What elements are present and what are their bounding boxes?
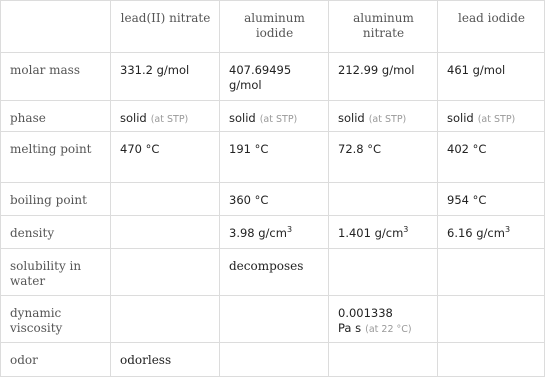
header-aluminum-iodide: aluminum iodide	[220, 1, 329, 53]
cell-value: 402 °C	[438, 132, 545, 183]
cell-value	[438, 296, 545, 343]
cell-value: 407.69495 g/mol	[220, 53, 329, 101]
condition-note: (at STP)	[368, 114, 407, 125]
phase-value: solid	[120, 111, 147, 125]
cell-value: 331.2 g/mol	[111, 53, 220, 101]
row-molar-mass	[1, 53, 545, 101]
cell-value	[111, 216, 220, 249]
cell-value: 461 g/mol	[438, 53, 545, 101]
row-label: dynamic viscosity	[1, 296, 111, 343]
density-value: 6.16 g/cm	[447, 226, 505, 240]
row-label: phase	[1, 101, 111, 132]
cell-value	[329, 343, 438, 377]
cell-value: 954 °C	[438, 183, 545, 216]
row-label: melting point	[1, 132, 111, 183]
condition-note: (at STP)	[477, 114, 516, 125]
cell-value	[220, 101, 329, 132]
cell-value	[111, 101, 220, 132]
row-solubility	[1, 249, 545, 296]
row-melting-point	[1, 132, 545, 183]
row-viscosity	[1, 296, 545, 343]
cell-value	[329, 101, 438, 132]
cell-value: 212.99 g/mol	[329, 53, 438, 101]
cell-value	[329, 183, 438, 216]
row-label: molar mass	[1, 53, 111, 101]
header-aluminum-nitrate: aluminum nitrate	[329, 1, 438, 53]
row-phase	[1, 101, 545, 132]
cell-value: 191 °C	[220, 132, 329, 183]
cell-value	[329, 296, 438, 343]
condition-note: (at STP)	[259, 114, 298, 125]
cell-value	[111, 183, 220, 216]
row-label: solubility in water	[1, 249, 111, 296]
cell-value	[220, 216, 329, 249]
cell-value	[438, 216, 545, 249]
condition-note: (at 22 °C)	[365, 324, 412, 335]
unit-exponent: 3	[504, 225, 511, 235]
cell-value	[111, 296, 220, 343]
cell-value	[329, 216, 438, 249]
row-label: boiling point	[1, 183, 111, 216]
density-value: 1.401 g/cm	[338, 226, 404, 240]
row-density	[1, 216, 545, 249]
unit-exponent: 3	[286, 225, 293, 235]
unit-exponent: 3	[403, 225, 409, 235]
cell-value	[438, 343, 545, 377]
cell-value: 470 °C	[111, 132, 220, 183]
viscosity-value: 0.001338	[338, 306, 393, 320]
density-value: 3.98 g/cm	[229, 226, 287, 240]
viscosity-unit: Pa s	[338, 321, 362, 335]
phase-value: solid	[447, 111, 474, 125]
cell-value	[438, 101, 545, 132]
phase-value: solid	[338, 111, 365, 125]
row-label: density	[1, 216, 111, 249]
header-lead-iodide: lead iodide	[438, 1, 545, 53]
cell-value	[329, 249, 438, 296]
row-odor	[1, 343, 545, 377]
header-lead-ii-nitrate: lead(II) nitrate	[111, 1, 220, 53]
cell-value: decomposes	[220, 249, 329, 296]
phase-value: solid	[229, 111, 256, 125]
cell-value	[220, 296, 329, 343]
condition-note: (at STP)	[150, 114, 189, 125]
cell-value	[438, 249, 545, 296]
cell-value: 72.8 °C	[329, 132, 438, 183]
row-label: odor	[1, 343, 111, 377]
cell-value: 360 °C	[220, 183, 329, 216]
header-row	[1, 1, 545, 53]
row-boiling-point	[1, 183, 545, 216]
cell-value: odorless	[111, 343, 220, 377]
cell-value	[111, 249, 220, 296]
cell-value	[220, 343, 329, 377]
header-corner	[1, 1, 111, 53]
